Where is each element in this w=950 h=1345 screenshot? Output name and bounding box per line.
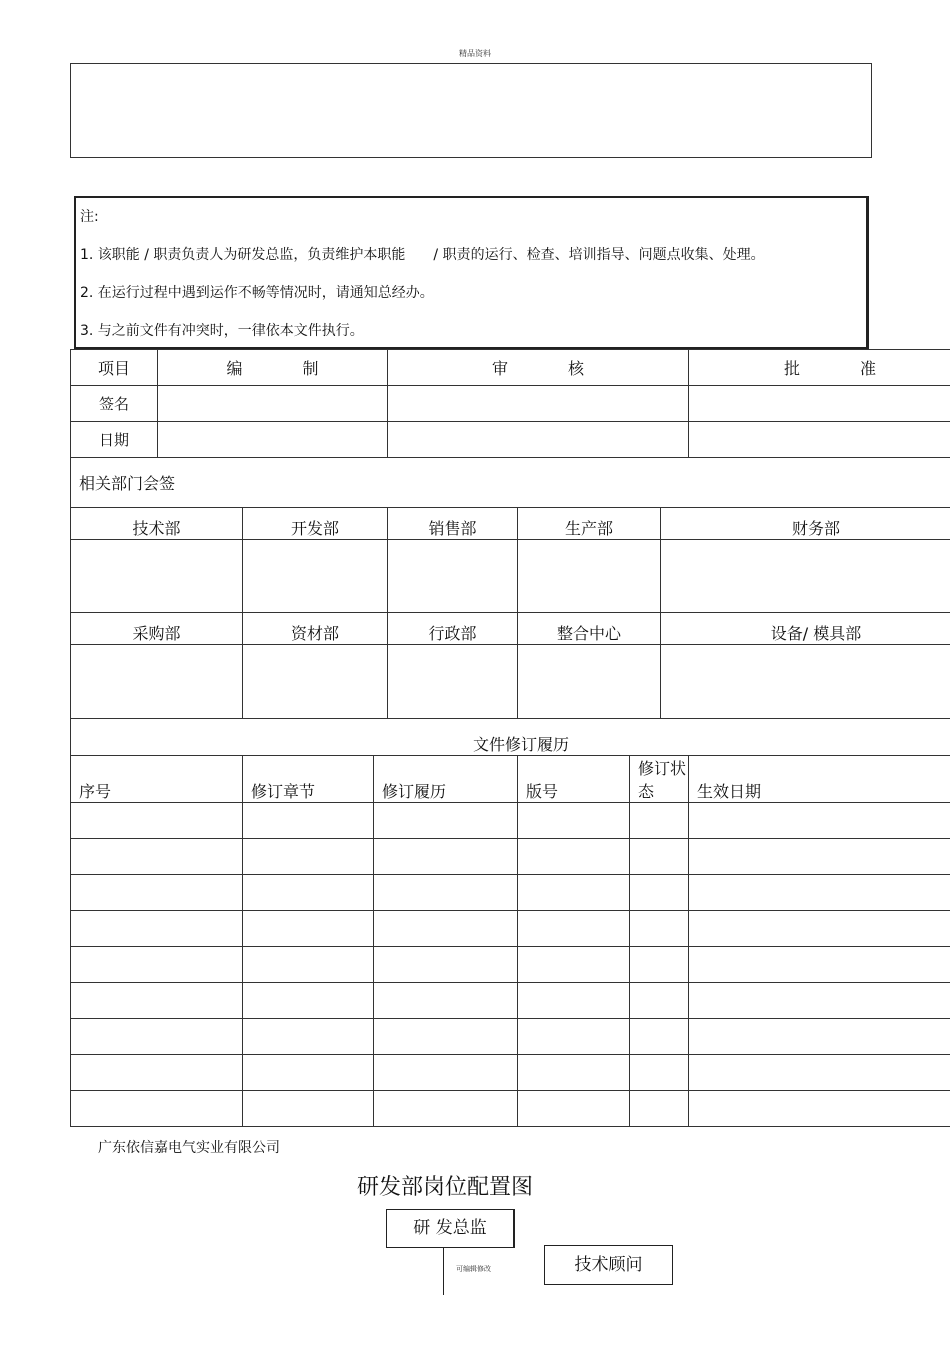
revision-cell[interactable] [689,947,950,983]
note-item-1: 1. 该职能 / 职责负责人为研发总监，负责维护本职能 / 职责的运行、检查、培训指导、问题点收集、处理。 [80,247,765,263]
revision-cell[interactable] [518,947,630,983]
revision-header-row [71,756,950,803]
dept-sign-row-1 [71,540,950,613]
revision-cell[interactable] [630,839,689,875]
revision-cell[interactable] [630,1019,689,1055]
revision-cell[interactable] [243,983,374,1019]
revision-col-header: 生效日期 [689,756,950,803]
revision-cell[interactable] [374,875,518,911]
revision-cell[interactable] [630,947,689,983]
signature-review-cell[interactable] [388,386,689,422]
dept-sign-row-2 [71,645,950,719]
revision-cell[interactable] [689,1091,950,1127]
revision-cell[interactable] [689,1055,950,1091]
approval-header-item: 项目 [71,350,158,386]
approval-header-approve: 批准 [689,350,950,386]
revision-cell[interactable] [374,1055,518,1091]
dept-sign-cell[interactable] [661,540,950,613]
revision-cell[interactable] [374,1091,518,1127]
revision-cell[interactable] [630,1091,689,1127]
revision-cell[interactable] [518,803,630,839]
org-chart-title: 研发部岗位配置图 [356,1175,533,1200]
revision-cell[interactable] [689,839,950,875]
revision-title: 文件修订履历 [71,719,950,756]
signature-prepare-cell[interactable] [158,386,388,422]
revision-title-row [71,719,950,756]
revision-row [71,911,950,947]
revision-cell[interactable] [518,911,630,947]
dept-label: 技术部 [71,508,243,540]
dept-label: 开发部 [243,508,388,540]
revision-row [71,1019,950,1055]
signature-approve-cell[interactable] [689,386,950,422]
revision-cell[interactable] [689,1019,950,1055]
revision-cell[interactable] [630,1055,689,1091]
revision-cell[interactable] [518,1091,630,1127]
org-box-director: 研 发总监 [386,1209,515,1248]
revision-cell[interactable] [71,803,243,839]
approval-label-signature: 签名 [71,386,158,422]
revision-cell[interactable] [374,911,518,947]
revision-cell[interactable] [518,839,630,875]
revision-row [71,1055,950,1091]
dept-sign-cell[interactable] [518,645,661,719]
revision-cell[interactable] [518,983,630,1019]
revision-row [71,947,950,983]
approval-header-prepare: 编制 [158,350,388,386]
dept-sign-cell[interactable] [243,540,388,613]
revision-cell[interactable] [374,803,518,839]
notes-title: 注: [80,209,99,225]
countersign-title-row [71,458,950,508]
dept-sign-cell[interactable] [71,645,243,719]
date-approve-cell[interactable] [689,422,950,458]
revision-rows [71,803,950,1127]
dept-label-row-1 [71,508,950,540]
date-prepare-cell[interactable] [158,422,388,458]
dept-sign-cell[interactable] [71,540,243,613]
revision-row [71,983,950,1019]
approval-label-date: 日期 [71,422,158,458]
revision-row [71,803,950,839]
note-item-3: 3. 与之前文件有冲突时，一律依本文件执行。 [80,323,364,339]
revision-cell[interactable] [71,911,243,947]
revision-cell[interactable] [243,839,374,875]
revision-col-header: 修订状态 [630,756,689,803]
company-name: 广东依信嘉电气实业有限公司 [98,1140,280,1156]
date-review-cell[interactable] [388,422,689,458]
revision-cell[interactable] [630,875,689,911]
dept-sign-cell[interactable] [518,540,661,613]
revision-cell[interactable] [630,911,689,947]
dept-label: 设备/ 模具部 [661,613,950,645]
revision-cell[interactable] [71,1091,243,1127]
dept-label: 资材部 [243,613,388,645]
revision-row [71,875,950,911]
revision-cell[interactable] [374,983,518,1019]
revision-cell[interactable] [689,803,950,839]
revision-col-header: 修订履历 [374,756,518,803]
dept-label: 财务部 [661,508,950,540]
revision-cell[interactable] [518,1055,630,1091]
note-item-2: 2. 在运行过程中遇到运作不畅等情况时，请通知总经办。 [80,285,434,301]
revision-cell[interactable] [243,911,374,947]
dept-sign-cell[interactable] [661,645,950,719]
notes-box [74,196,869,349]
revision-cell[interactable] [689,911,950,947]
approval-header-row [71,350,950,386]
revision-cell[interactable] [71,1019,243,1055]
approval-header-review: 审核 [388,350,689,386]
revision-cell[interactable] [374,947,518,983]
dept-sign-cell[interactable] [388,645,518,719]
dept-label: 生产部 [518,508,661,540]
revision-cell[interactable] [243,947,374,983]
revision-row [71,1091,950,1127]
dept-label-row-2 [71,613,950,645]
revision-col-header: 修订章节 [243,756,374,803]
revision-cell[interactable] [243,875,374,911]
revision-cell[interactable] [243,1091,374,1127]
dept-sign-cell[interactable] [388,540,518,613]
countersign-title: 相关部门会签 [71,458,950,508]
dept-label: 行政部 [388,613,518,645]
revision-cell[interactable] [243,1055,374,1091]
revision-row [71,839,950,875]
revision-cell[interactable] [374,1019,518,1055]
header-note: 精品资料 [459,49,491,58]
revision-cell[interactable] [518,1019,630,1055]
revision-cell[interactable] [71,875,243,911]
revision-cell[interactable] [630,983,689,1019]
revision-cell[interactable] [689,983,950,1019]
revision-cell[interactable] [518,875,630,911]
revision-cell[interactable] [71,839,243,875]
revision-cell[interactable] [374,839,518,875]
org-box-advisor: 技术顾问 [544,1245,673,1285]
dept-label: 销售部 [388,508,518,540]
org-connector-line [443,1248,444,1295]
editable-note: 可编辑修改 [456,1265,491,1273]
revision-cell[interactable] [243,803,374,839]
form-table [70,349,950,1127]
dept-label: 采购部 [71,613,243,645]
revision-cell[interactable] [689,875,950,911]
dept-sign-cell[interactable] [243,645,388,719]
revision-cell[interactable] [630,803,689,839]
top-blank-box [70,63,872,158]
approval-row-date [71,422,950,458]
revision-col-header: 版号 [518,756,630,803]
revision-cell[interactable] [71,983,243,1019]
revision-cell[interactable] [243,1019,374,1055]
approval-row-signature [71,386,950,422]
revision-col-header: 序号 [71,756,243,803]
revision-cell[interactable] [71,1055,243,1091]
dept-label: 整合中心 [518,613,661,645]
revision-cell[interactable] [71,947,243,983]
